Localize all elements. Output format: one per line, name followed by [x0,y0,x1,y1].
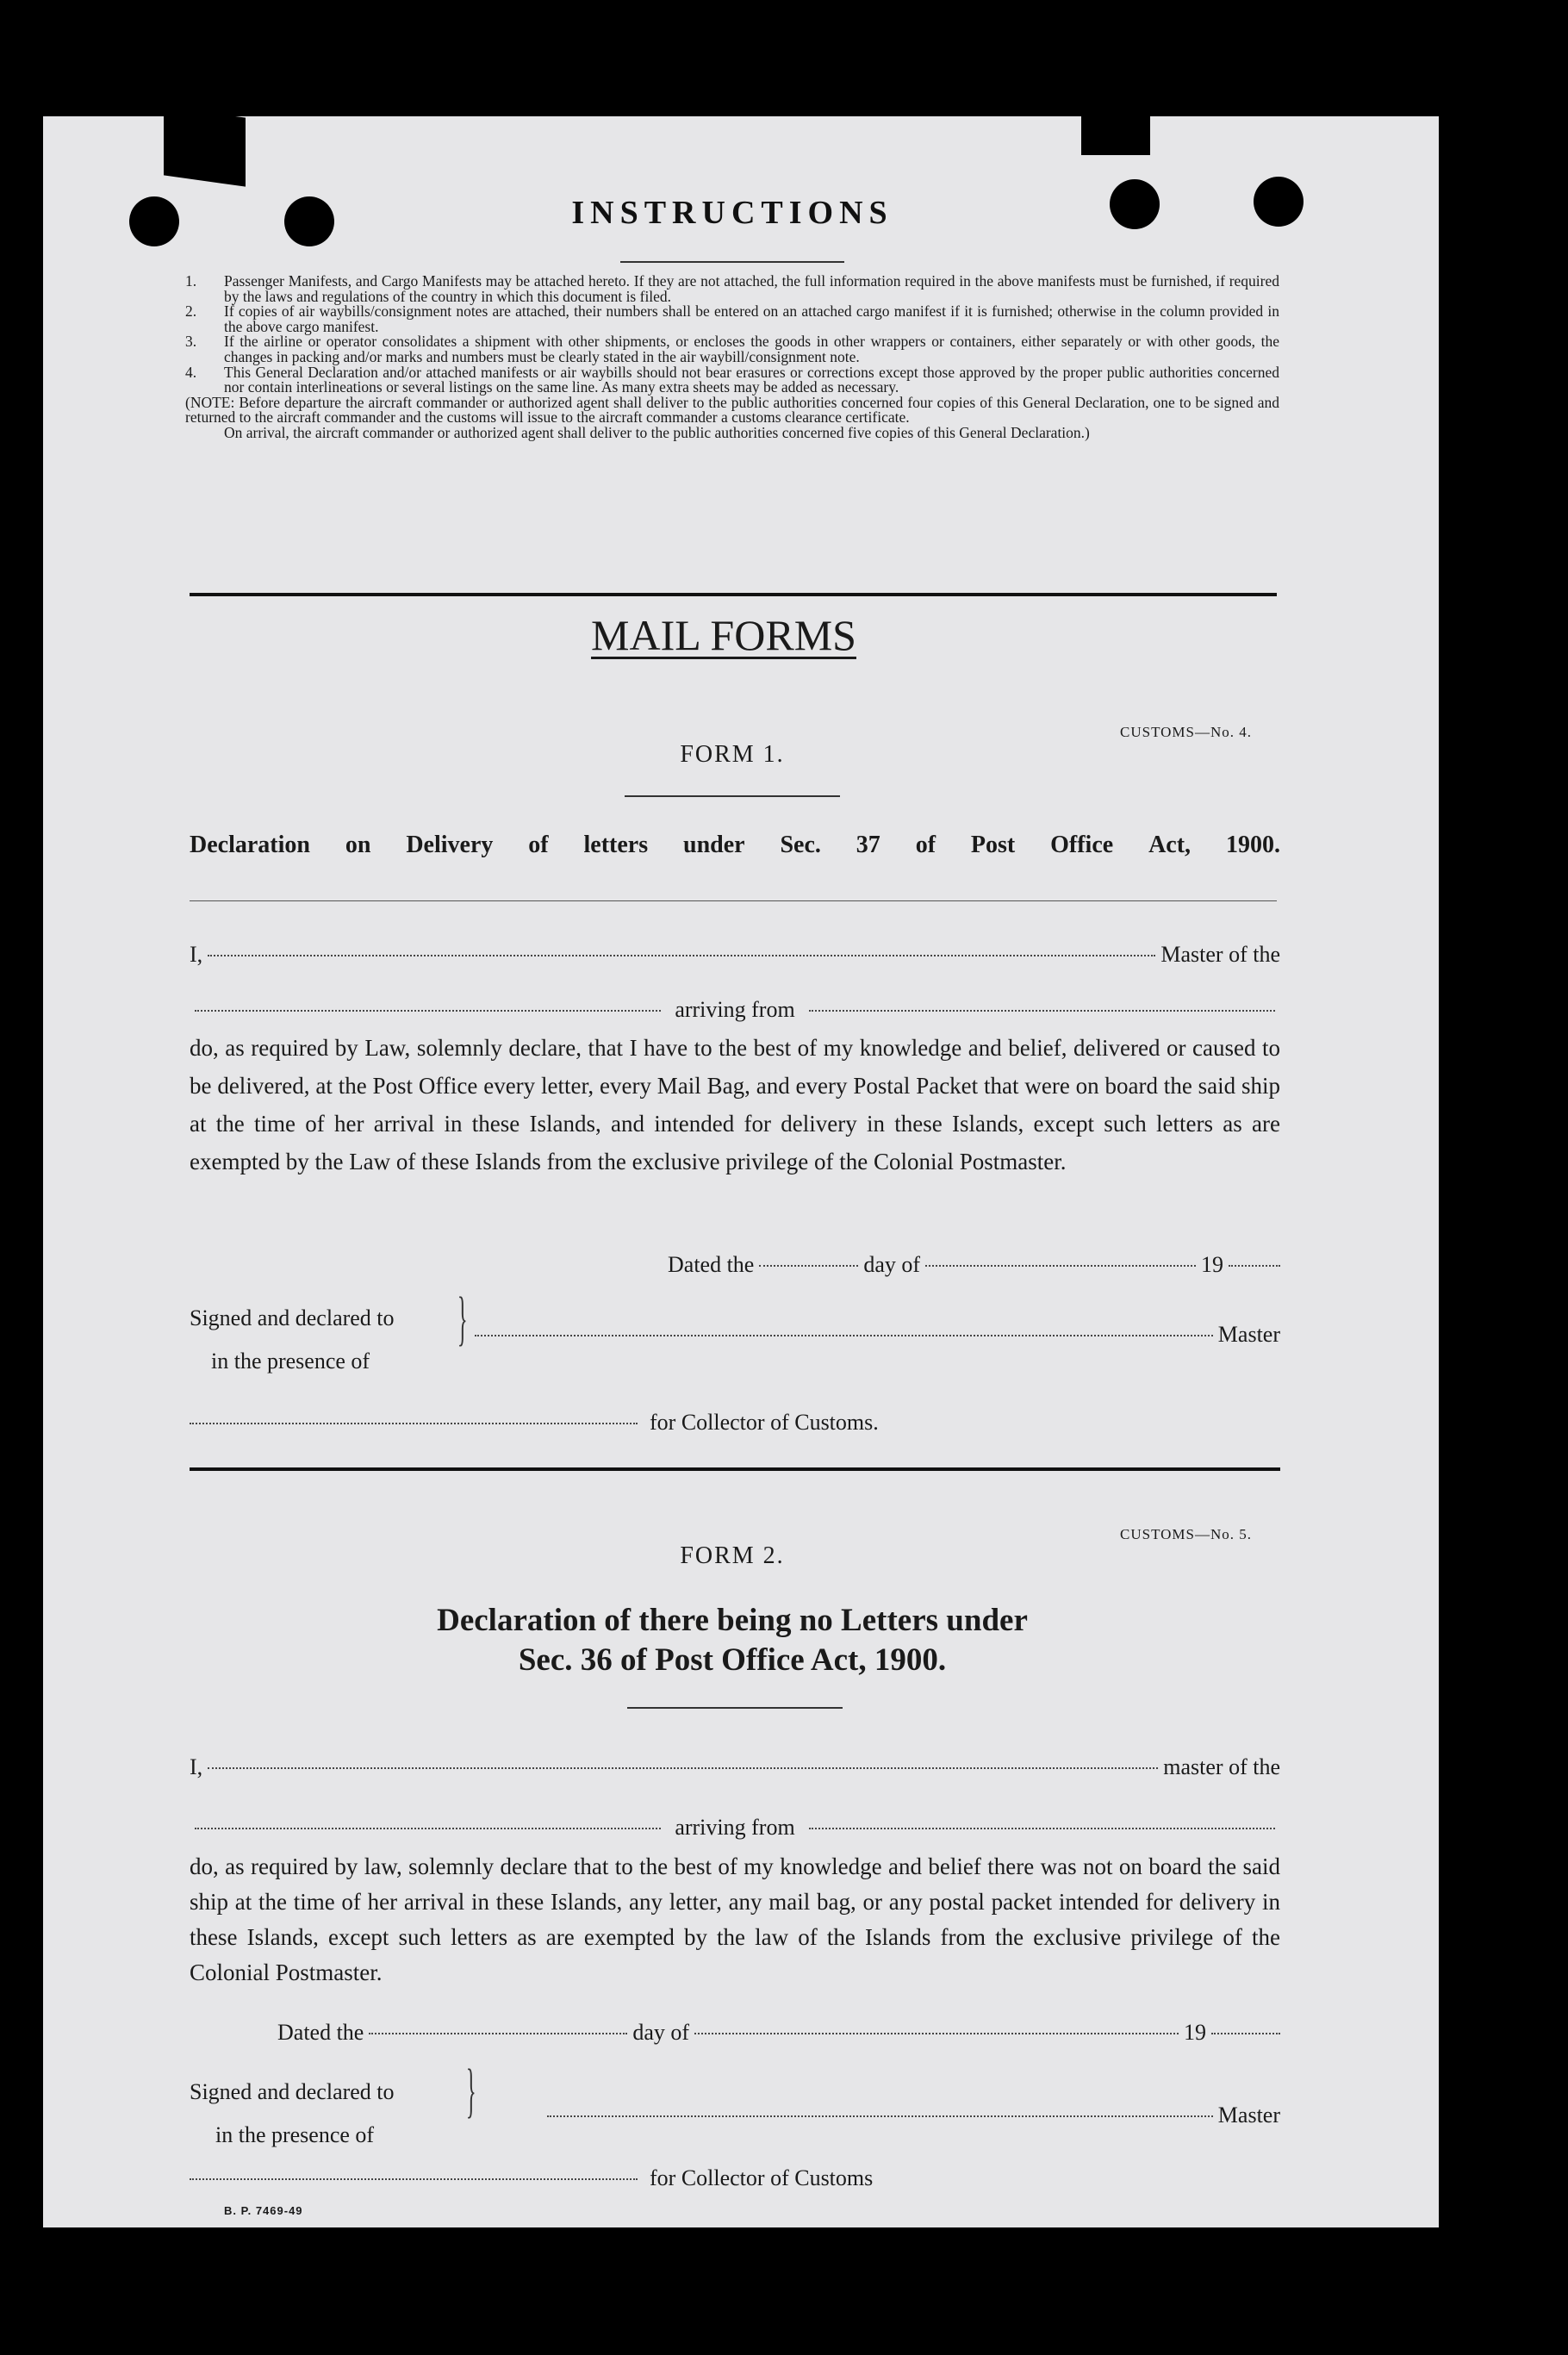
label-i: I, [190,942,203,967]
title-word: Sec. [780,832,821,858]
item-number: 4. [185,363,197,381]
date-day-field[interactable] [369,2033,627,2034]
label-master-of-the: Master of the [1160,942,1280,967]
punch-hole [1110,179,1160,229]
section-divider [190,1467,1280,1471]
title-word: Office [1050,832,1114,858]
label-dated-the: Dated the [277,2020,364,2045]
title-line: Sec. 36 of Post Office Act, 1900. [518,1642,947,1678]
instruction-item [185,334,1279,364]
label-master: Master [1217,2103,1280,2128]
year-field[interactable] [1229,1265,1280,1267]
item-text: If the airline or operator consolidates a shipment with other shipments, or encloses the goods in other wrappers or containers, either separately or with other goods, the changes in packing and/or marks and numbers must be clearly stated in the air waybill/consignment note. [224,333,1279,365]
note-departure: (NOTE: Before departure the aircraft commander or authorized agent shall deliver to the public authorities concerned four copies of this General Declaration, one to be signed and returned to the aircraft commander and the customs will issue to the aircraft commander a customs clearance certificate. [185,393,1279,427]
title-word: Declaration [190,832,310,858]
master-signature-field[interactable] [475,1335,1213,1336]
instruction-item [185,304,1279,334]
note-arrival: On arrival, the aircraft commander or authorized agent shall deliver to the public authorities concerned five copies of this General Declaration.) [224,423,1090,441]
title-word: letters [583,832,649,858]
title-word: under [683,832,745,858]
item-number: 2. [185,302,197,321]
binding-tab-left [164,106,246,186]
form2-signed-block [190,2071,395,2157]
label-collector: for Collector of Customs. [650,1410,879,1435]
label-i: I, [190,1754,203,1779]
collector-signature-field[interactable] [190,1423,638,1424]
form2-arriving-line [190,1815,1280,1841]
label-arriving-from: arriving from [675,1815,795,1840]
section-divider [190,593,1277,596]
form2-master-line [190,1754,1280,1780]
label-dated-the: Dated the [668,1252,755,1277]
divider [625,795,840,797]
label-day-of: day of [863,1252,921,1277]
title-word: on [345,832,371,858]
form1-master-line [190,942,1280,968]
arriving-from-field[interactable] [809,1010,1275,1012]
divider [627,1707,843,1709]
form1-declaration-title [190,832,1280,859]
form2-master-sign-line [547,2103,1280,2128]
instruction-item [185,365,1279,396]
punch-hole [1254,177,1304,227]
label-year: 19 [1201,1252,1223,1277]
item-number: 3. [185,333,197,351]
label-master: Master [1217,1322,1280,1347]
brace: } [457,1286,468,1352]
date-day-field[interactable] [759,1265,858,1267]
form1-arriving-line [190,997,1280,1023]
label-presence-of: in the presence of [211,1349,370,1374]
master-name-field[interactable] [208,1767,1158,1769]
mail-forms-title: MAIL FORMS [591,611,856,659]
instruction-item [185,274,1279,304]
instructions-list [185,274,1279,441]
year-field[interactable] [1211,2033,1280,2034]
arriving-from-field[interactable] [809,1828,1275,1829]
form2-dated-line [277,2020,1280,2046]
title-word: 37 [856,832,880,858]
instructions-title: INSTRUCTIONS [571,195,893,231]
punch-hole [284,196,334,246]
label-master-of-the: master of the [1163,1754,1280,1779]
form2-collector-line [190,2165,965,2191]
customs-number: CUSTOMS—No. 5. [1120,1526,1253,1542]
ship-name-field[interactable] [195,1828,661,1829]
form1-dated-line [668,1252,1280,1278]
title-word: Delivery [406,832,494,858]
label-day-of: day of [632,2020,690,2045]
form1-signed-block [190,1297,395,1383]
item-number: 1. [185,272,197,290]
label-signed-declared: Signed and declared to [190,1305,395,1330]
item-text: If copies of air waybills/consignment notes are attached, their numbers shall be entered on an attached cargo manifest if it is furnished; otherwise in the column provided in the above cargo manifest. [224,302,1279,335]
item-text: Passenger Manifests, and Cargo Manifests may be attached hereto. If they are not attached, the full information required in the above manifests must be furnished, if required by the laws and regulations of the country in which this document is filed. [224,272,1279,305]
divider [190,900,1277,901]
form1-body-text: do, as required by Law, solemnly declare, that I have to the best of my knowledge and belief, delivered or caused to be delivered, at the Post Office every letter, every Mail Bag, and every Postal Packet that were on board the said ship at the time of her arrival in these Islands, and intended for delivery in these Islands, except such letters as are exempted by the Law of these Islands from the exclusive privilege of the Colonial Postmaster. [190,1035,1280,1174]
instruction-note [185,393,1279,441]
title-word: of [528,832,549,858]
form1-collector-line [190,1410,965,1436]
form2-declaration-title [258,1601,1206,1680]
brace: } [465,2058,476,2124]
collector-signature-field[interactable] [190,2178,638,2180]
ship-name-field[interactable] [195,1010,661,1012]
title-word: of [915,832,936,858]
print-code: B. P. 7469-49 [224,2204,303,2217]
form2-label: FORM 2. [680,1542,785,1569]
binding-tab-right [1081,112,1150,155]
customs-number: CUSTOMS—No. 4. [1120,724,1253,740]
label-presence-of: in the presence of [215,2122,375,2147]
label-arriving-from: arriving from [675,997,795,1022]
title-line: Declaration of there being no Letters under [437,1603,1028,1638]
item-text: This General Declaration and/or attached manifests or air waybills should not bear erasures or corrections except those approved by the proper public authorities concerned nor contain interlineations or several listings on the same line. As many extra sheets may be added as necessary. [224,363,1279,396]
title-word: Post [970,832,1016,858]
title-word: Act, [1148,832,1192,858]
punch-hole [129,196,179,246]
month-field[interactable] [694,2033,1179,2034]
divider [620,261,844,263]
master-signature-field[interactable] [547,2115,1213,2117]
form2-body-text: do, as required by law, solemnly declare that to the best of my knowledge and belief there was not on board the said ship at the time of her arrival in these Islands, any letter, any mail bag, or any postal packet intended for delivery in these Islands, except such letters as are exempted by the law of the Islands from the exclusive privilege of the Colonial Postmaster. [190,1853,1280,1985]
label-collector: for Collector of Customs [650,2165,874,2190]
master-name-field[interactable] [208,955,1155,956]
title-word: 1900. [1225,832,1280,858]
label-signed-declared: Signed and declared to [190,2079,395,2104]
month-field[interactable] [925,1265,1196,1267]
form1-label: FORM 1. [680,741,785,768]
form1-master-sign-line [470,1322,1280,1348]
label-year: 19 [1184,2020,1206,2045]
